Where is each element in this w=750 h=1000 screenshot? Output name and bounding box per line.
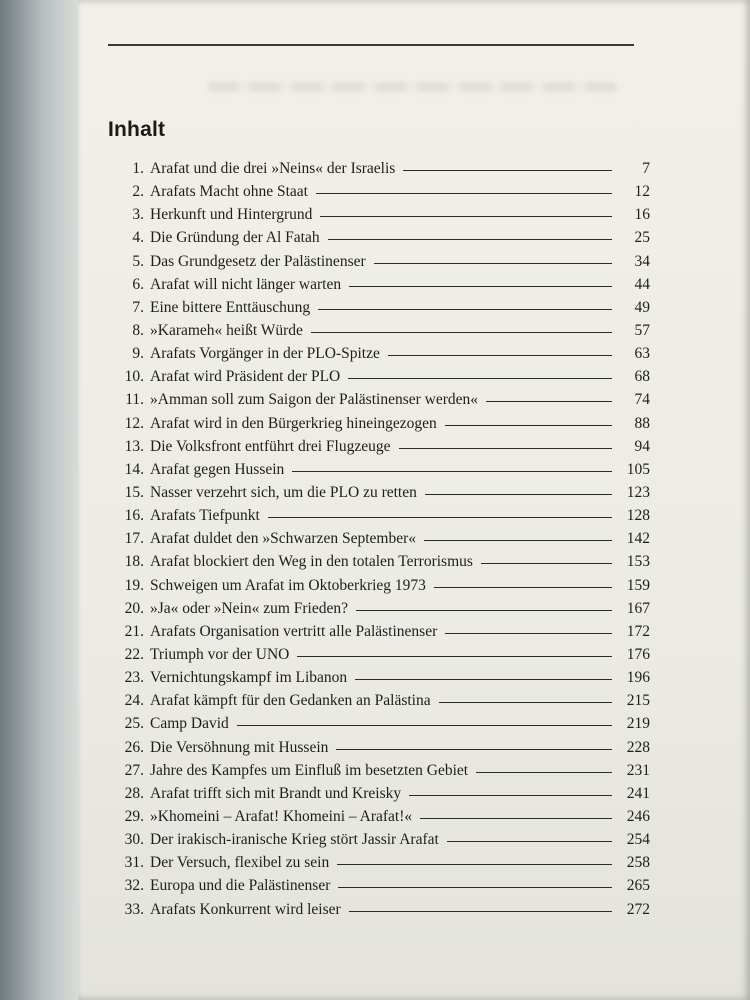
- page-number: 153: [626, 553, 650, 571]
- leader-line: [374, 263, 612, 264]
- chapter-title: Arafat wird in den Bürgerkrieg hineingezogen: [150, 414, 437, 432]
- chapter-title: Camp David: [150, 715, 229, 733]
- chapter-number: 13.: [124, 437, 144, 455]
- page-number: 105: [626, 460, 650, 478]
- chapter-title: Die Volksfront entführt drei Flugzeuge: [150, 437, 391, 455]
- toc-entry: [110, 854, 650, 877]
- page-number: 88: [634, 414, 650, 432]
- toc-entry: [110, 206, 650, 229]
- toc-entry: [110, 438, 650, 461]
- page-number: 172: [626, 622, 650, 640]
- chapter-number: 1.: [132, 160, 144, 177]
- chapter-title: Der irakisch-iranische Krieg stört Jassir Arafat: [150, 831, 439, 849]
- chapter-title: Die Gründung der Al Fatah: [150, 229, 320, 247]
- page-number: 49: [634, 298, 650, 316]
- leader-line: [336, 749, 612, 750]
- chapter-title: »Amman soll zum Saigon der Palästinenser werden«: [150, 391, 479, 409]
- leader-line: [388, 355, 612, 356]
- chapter-title: Herkunft und Hintergrund: [150, 206, 313, 224]
- leader-line: [349, 911, 612, 912]
- page-number: 159: [626, 576, 650, 594]
- leader-line: [318, 309, 612, 310]
- book-spine-edge: [0, 0, 78, 1000]
- chapter-title: Triumph vor der UNO: [150, 645, 290, 663]
- chapter-title: Arafat trifft sich mit Brandt und Kreisky: [150, 784, 402, 802]
- chapter-title: Jahre des Kampfes um Einfluß im besetzten Gebiet: [150, 761, 469, 779]
- toc-entry: [110, 183, 650, 206]
- chapter-title: Europa und die Palästinenser: [150, 877, 331, 895]
- chapter-number: 9.: [132, 345, 144, 363]
- leader-line: [420, 818, 612, 819]
- chapter-title: Die Versöhnung mit Hussein: [150, 738, 329, 756]
- leader-line: [338, 887, 612, 888]
- chapter-title: Das Grundgesetz der Palästinenser: [150, 252, 366, 270]
- page-number: 176: [626, 645, 650, 663]
- chapter-title: Arafats Macht ohne Staat: [150, 183, 308, 201]
- toc-entry: [110, 692, 650, 715]
- page-title: Inhalt: [108, 118, 166, 141]
- page-number: 7: [642, 160, 650, 177]
- page-number: 142: [626, 530, 650, 548]
- chapter-title: Arafats Konkurrent wird leiser: [150, 900, 341, 918]
- page-number: 25: [634, 229, 650, 247]
- chapter-title: Arafat wird Präsident der PLO: [150, 368, 341, 386]
- page-number: 44: [634, 275, 650, 293]
- leader-line: [445, 633, 612, 634]
- chapter-title: Arafat will nicht länger warten: [150, 275, 342, 293]
- leader-line: [399, 448, 613, 449]
- toc-entry: [110, 345, 650, 368]
- chapter-number: 29.: [124, 807, 144, 825]
- book-page: [78, 0, 750, 1000]
- chapter-number: 11.: [125, 391, 144, 409]
- chapter-title: Arafat und die drei »Neins« der Israelis: [150, 160, 396, 177]
- page-number: 215: [626, 692, 650, 710]
- toc-entry: [110, 461, 650, 484]
- toc-entry: [110, 577, 650, 600]
- page-number: 74: [634, 391, 650, 409]
- leader-line: [425, 494, 612, 495]
- page-number: 34: [634, 252, 650, 270]
- toc-entry: [110, 276, 650, 299]
- leader-line: [328, 239, 612, 240]
- toc-entry: [110, 322, 650, 345]
- chapter-title: Arafat kämpft für den Gedanken an Palästina: [150, 692, 431, 710]
- chapter-number: 30.: [124, 831, 144, 849]
- toc-entry: [110, 646, 650, 669]
- chapter-number: 19.: [124, 576, 144, 594]
- leader-line: [481, 563, 612, 564]
- page-number: 231: [626, 761, 650, 779]
- toc-entry: [110, 901, 650, 924]
- chapter-title: Arafats Tiefpunkt: [150, 507, 260, 525]
- leader-line: [409, 795, 612, 796]
- toc-entry: [110, 415, 650, 438]
- chapter-title: Arafats Vorgänger in der PLO-Spitze: [150, 345, 380, 363]
- page-number: 57: [634, 321, 650, 339]
- chapter-title: »Karameh« heißt Würde: [150, 321, 303, 339]
- page-number: 128: [626, 507, 650, 525]
- page-number: 254: [626, 831, 650, 849]
- leader-line: [355, 679, 612, 680]
- page-number: 68: [634, 368, 650, 386]
- chapter-number: 2.: [132, 183, 144, 201]
- chapter-number: 22.: [124, 645, 144, 663]
- page-number: 196: [626, 669, 650, 687]
- chapter-number: 33.: [124, 900, 144, 918]
- leader-line: [434, 587, 612, 588]
- toc-entry: [110, 229, 650, 252]
- chapter-number: 8.: [132, 321, 144, 339]
- chapter-title: Arafat blockiert den Weg in den totalen Terrorismus: [150, 553, 473, 571]
- chapter-number: 3.: [132, 206, 144, 224]
- page-number: 272: [626, 900, 650, 918]
- page-number: 258: [626, 854, 650, 872]
- toc-entry: [110, 762, 650, 785]
- toc-entry: [110, 160, 650, 183]
- chapter-number: 25.: [124, 715, 144, 733]
- chapter-title: Vernichtungskampf im Libanon: [150, 669, 348, 687]
- leader-line: [237, 725, 612, 726]
- page-number: 219: [626, 715, 650, 733]
- leader-line: [476, 772, 612, 773]
- toc-entry: [110, 715, 650, 738]
- leader-line: [447, 841, 612, 842]
- toc-entry: [110, 785, 650, 808]
- toc-entry: [110, 299, 650, 322]
- leader-line: [292, 471, 612, 472]
- chapter-title: Arafat gegen Hussein: [150, 460, 285, 478]
- toc-entry: [110, 391, 650, 414]
- chapter-title: Der Versuch, flexibel zu sein: [150, 854, 330, 872]
- chapter-number: 6.: [132, 275, 144, 293]
- leader-line: [424, 540, 612, 541]
- leader-line: [297, 656, 612, 657]
- page-number: 265: [626, 877, 650, 895]
- toc-entry: [110, 808, 650, 831]
- show-through-text: [208, 82, 618, 92]
- table-of-contents: [110, 160, 650, 924]
- chapter-number: 21.: [124, 622, 144, 640]
- chapter-number: 14.: [124, 460, 144, 478]
- leader-line: [356, 610, 612, 611]
- chapter-number: 26.: [124, 738, 144, 756]
- leader-line: [349, 286, 612, 287]
- header-rule: [108, 44, 634, 46]
- leader-line: [439, 702, 612, 703]
- chapter-title: »Khomeini – Arafat! Khomeini – Arafat!«: [150, 807, 413, 825]
- page-number: 167: [626, 599, 650, 617]
- chapter-number: 5.: [132, 252, 144, 270]
- page-number: 246: [626, 807, 650, 825]
- toc-entry: [110, 253, 650, 276]
- chapter-title: Eine bittere Enttäuschung: [150, 298, 311, 316]
- leader-line: [316, 193, 612, 194]
- chapter-number: 23.: [124, 669, 144, 687]
- toc-entry: [110, 368, 650, 391]
- chapter-number: 7.: [132, 298, 144, 316]
- chapter-title: Nasser verzehrt sich, um die PLO zu retten: [150, 483, 417, 501]
- leader-line: [337, 864, 612, 865]
- chapter-number: 18.: [124, 553, 144, 571]
- page-number: 241: [626, 784, 650, 802]
- leader-line: [348, 378, 612, 379]
- page-number: 123: [626, 483, 650, 501]
- toc-entry: [110, 623, 650, 646]
- toc-entry: [110, 831, 650, 854]
- chapter-number: 20.: [124, 599, 144, 617]
- page-number: 12: [634, 183, 650, 201]
- leader-line: [403, 170, 612, 171]
- chapter-number: 32.: [124, 877, 144, 895]
- chapter-title: Arafat duldet den »Schwarzen September«: [150, 530, 416, 548]
- toc-entry: [110, 553, 650, 576]
- leader-line: [445, 425, 612, 426]
- chapter-number: 17.: [124, 530, 144, 548]
- chapter-number: 27.: [124, 761, 144, 779]
- toc-entry: [110, 484, 650, 507]
- page-number: 63: [634, 345, 650, 363]
- page-number: 94: [634, 437, 650, 455]
- leader-line: [311, 332, 612, 333]
- toc-entry: [110, 600, 650, 623]
- chapter-number: 16.: [124, 507, 144, 525]
- leader-line: [320, 216, 612, 217]
- chapter-title: »Ja« oder »Nein« zum Frieden?: [150, 599, 348, 617]
- chapter-title: Arafats Organisation vertritt alle Palästinenser: [150, 622, 438, 640]
- chapter-number: 24.: [124, 692, 144, 710]
- page-number: 228: [626, 738, 650, 756]
- chapter-number: 15.: [124, 483, 144, 501]
- leader-line: [268, 517, 612, 518]
- chapter-number: 12.: [124, 414, 144, 432]
- chapter-number: 4.: [132, 229, 144, 247]
- chapter-title: Schweigen um Arafat im Oktoberkrieg 1973: [150, 576, 426, 594]
- toc-entry: [110, 507, 650, 530]
- chapter-number: 10.: [124, 368, 144, 386]
- toc-entry: [110, 530, 650, 553]
- page-number: 16: [634, 206, 650, 224]
- chapter-number: 28.: [124, 784, 144, 802]
- toc-entry: [110, 877, 650, 900]
- chapter-number: 31.: [124, 854, 144, 872]
- toc-entry: [110, 739, 650, 762]
- leader-line: [486, 401, 612, 402]
- toc-entry: [110, 669, 650, 692]
